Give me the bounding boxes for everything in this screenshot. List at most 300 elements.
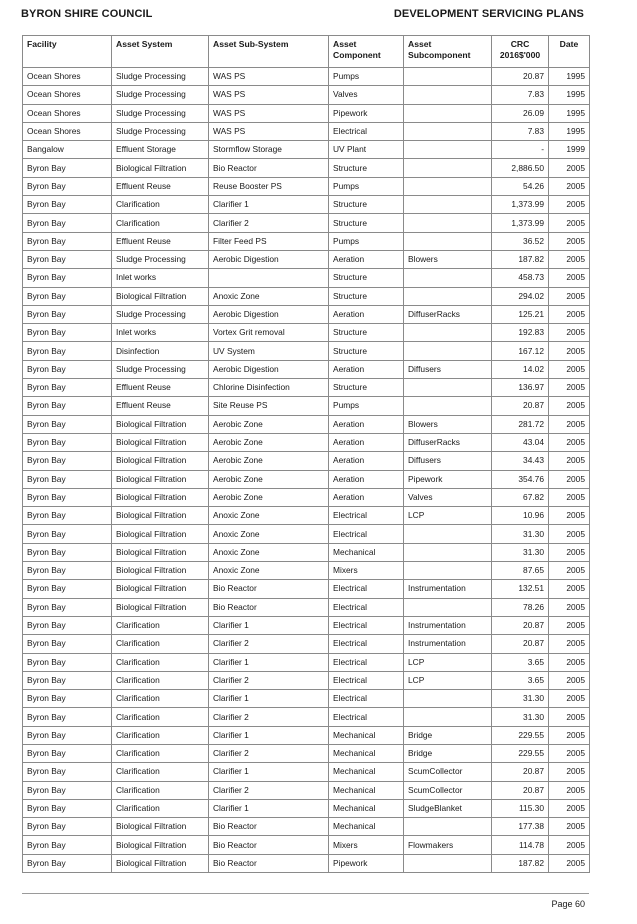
facility-cell: Byron Bay: [23, 635, 112, 653]
asset-system-cell: Inlet works: [112, 269, 209, 287]
asset-component-cell: Electrical: [329, 671, 404, 689]
asset-subcomponent-cell: Instrumentation: [404, 635, 492, 653]
table-row: [23, 507, 590, 525]
asset-component-cell: Pipework: [329, 854, 404, 872]
asset-sub-system-cell: Aerobic Digestion: [209, 250, 329, 268]
date-cell: 2005: [549, 397, 590, 415]
asset-system-cell: Clarification: [112, 799, 209, 817]
date-cell: 1999: [549, 141, 590, 159]
date-cell: 2005: [549, 781, 590, 799]
crc-cell: 78.26: [492, 598, 549, 616]
table-row: [23, 177, 590, 195]
asset-subcomponent-cell: Flowmakers: [404, 836, 492, 854]
asset-subcomponent-cell: Pipework: [404, 470, 492, 488]
asset-sub-system-cell: Clarifier 2: [209, 635, 329, 653]
table-row: [23, 799, 590, 817]
facility-cell: Byron Bay: [23, 598, 112, 616]
table-row: [23, 287, 590, 305]
asset-sub-system-cell: Anoxic Zone: [209, 287, 329, 305]
asset-sub-system-cell: Vortex Grit removal: [209, 324, 329, 342]
crc-cell: 7.83: [492, 86, 549, 104]
asset-system-cell: Clarification: [112, 635, 209, 653]
table-row: [23, 470, 590, 488]
facility-cell: Byron Bay: [23, 726, 112, 744]
asset-system-cell: Biological Filtration: [112, 287, 209, 305]
date-cell: 2005: [549, 360, 590, 378]
asset-sub-system-cell: Bio Reactor: [209, 818, 329, 836]
asset-subcomponent-cell: [404, 854, 492, 872]
asset-component-cell: Structure: [329, 287, 404, 305]
facility-cell: Byron Bay: [23, 708, 112, 726]
crc-cell: 34.43: [492, 452, 549, 470]
date-cell: 2005: [549, 708, 590, 726]
asset-subcomponent-cell: [404, 196, 492, 214]
facility-cell: Byron Bay: [23, 763, 112, 781]
facility-cell: Byron Bay: [23, 177, 112, 195]
facility-cell: Ocean Shores: [23, 104, 112, 122]
date-cell: 2005: [549, 159, 590, 177]
crc-cell: 31.30: [492, 543, 549, 561]
facility-cell: Byron Bay: [23, 452, 112, 470]
asset-system-cell: Clarification: [112, 763, 209, 781]
asset-system-cell: Biological Filtration: [112, 470, 209, 488]
date-cell: 2005: [549, 433, 590, 451]
asset-system-cell: Clarification: [112, 744, 209, 762]
asset-system-cell: Sludge Processing: [112, 68, 209, 86]
table-row: [23, 616, 590, 634]
facility-cell: Byron Bay: [23, 488, 112, 506]
table-row: [23, 488, 590, 506]
crc-cell: 2,886.50: [492, 159, 549, 177]
crc-cell: 281.72: [492, 415, 549, 433]
crc-cell: 20.87: [492, 763, 549, 781]
date-cell: 2005: [549, 562, 590, 580]
asset-system-cell: Effluent Reuse: [112, 232, 209, 250]
asset-component-cell: Structure: [329, 269, 404, 287]
table-header-row: [23, 36, 590, 68]
asset-component-cell: Structure: [329, 214, 404, 232]
facility-cell: Byron Bay: [23, 159, 112, 177]
asset-component-cell: Aeration: [329, 305, 404, 323]
date-cell: 2005: [549, 470, 590, 488]
asset-subcomponent-cell: [404, 68, 492, 86]
asset-component-cell: Pipework: [329, 104, 404, 122]
asset-system-cell: Sludge Processing: [112, 122, 209, 140]
facility-cell: Byron Bay: [23, 671, 112, 689]
crc-cell: 458.73: [492, 269, 549, 287]
asset-system-cell: Clarification: [112, 653, 209, 671]
crc-cell: 10.96: [492, 507, 549, 525]
page-number: Page 60: [551, 899, 585, 909]
facility-cell: Byron Bay: [23, 690, 112, 708]
asset-system-cell: Biological Filtration: [112, 854, 209, 872]
date-cell: 2005: [549, 324, 590, 342]
col-header-date: Date: [549, 36, 590, 68]
asset-subcomponent-cell: LCP: [404, 653, 492, 671]
date-cell: 2005: [549, 287, 590, 305]
crc-cell: 31.30: [492, 525, 549, 543]
asset-sub-system-cell: Bio Reactor: [209, 854, 329, 872]
asset-subcomponent-cell: [404, 324, 492, 342]
asset-system-cell: Sludge Processing: [112, 104, 209, 122]
date-cell: 2005: [549, 799, 590, 817]
crc-cell: 229.55: [492, 744, 549, 762]
crc-cell: 354.76: [492, 470, 549, 488]
facility-cell: Byron Bay: [23, 287, 112, 305]
facility-cell: Byron Bay: [23, 543, 112, 561]
facility-cell: Byron Bay: [23, 342, 112, 360]
table-row: [23, 690, 590, 708]
asset-sub-system-cell: Clarifier 2: [209, 781, 329, 799]
asset-system-cell: Clarification: [112, 690, 209, 708]
date-cell: 1995: [549, 86, 590, 104]
facility-cell: Byron Bay: [23, 616, 112, 634]
table-row: [23, 196, 590, 214]
crc-cell: 177.38: [492, 818, 549, 836]
asset-system-cell: Clarification: [112, 214, 209, 232]
asset-sub-system-cell: WAS PS: [209, 86, 329, 104]
table-row: [23, 708, 590, 726]
crc-cell: 1,373.99: [492, 214, 549, 232]
asset-component-cell: Electrical: [329, 598, 404, 616]
asset-system-cell: Biological Filtration: [112, 507, 209, 525]
table-row: [23, 726, 590, 744]
asset-subcomponent-cell: [404, 397, 492, 415]
table-row: [23, 598, 590, 616]
facility-cell: Byron Bay: [23, 433, 112, 451]
asset-subcomponent-cell: [404, 818, 492, 836]
date-cell: 2005: [549, 305, 590, 323]
crc-cell: 67.82: [492, 488, 549, 506]
asset-sub-system-cell: Aerobic Zone: [209, 415, 329, 433]
crc-cell: 31.30: [492, 690, 549, 708]
facility-cell: Ocean Shores: [23, 68, 112, 86]
facility-cell: Byron Bay: [23, 305, 112, 323]
facility-cell: Byron Bay: [23, 507, 112, 525]
crc-cell: 26.09: [492, 104, 549, 122]
asset-component-cell: Electrical: [329, 122, 404, 140]
table-body: [23, 68, 590, 873]
asset-system-cell: Clarification: [112, 708, 209, 726]
facility-cell: Byron Bay: [23, 580, 112, 598]
table-row: [23, 104, 590, 122]
asset-sub-system-cell: WAS PS: [209, 122, 329, 140]
facility-cell: Byron Bay: [23, 397, 112, 415]
facility-cell: Ocean Shores: [23, 86, 112, 104]
col-header-asset-system: Asset System: [112, 36, 209, 68]
table-row: [23, 452, 590, 470]
asset-sub-system-cell: Bio Reactor: [209, 836, 329, 854]
date-cell: 2005: [549, 177, 590, 195]
asset-subcomponent-cell: [404, 562, 492, 580]
facility-cell: Byron Bay: [23, 653, 112, 671]
asset-system-cell: Effluent Storage: [112, 141, 209, 159]
table-row: [23, 379, 590, 397]
asset-component-cell: Electrical: [329, 653, 404, 671]
asset-sub-system-cell: UV System: [209, 342, 329, 360]
asset-sub-system-cell: Anoxic Zone: [209, 507, 329, 525]
asset-subcomponent-cell: LCP: [404, 507, 492, 525]
asset-subcomponent-cell: Bridge: [404, 726, 492, 744]
table-row: [23, 250, 590, 268]
asset-component-cell: Aeration: [329, 360, 404, 378]
asset-sub-system-cell: Aerobic Digestion: [209, 305, 329, 323]
date-cell: 2005: [549, 690, 590, 708]
date-cell: 2005: [549, 232, 590, 250]
asset-system-cell: Biological Filtration: [112, 598, 209, 616]
table-row: [23, 854, 590, 872]
crc-cell: 114.78: [492, 836, 549, 854]
table-row: [23, 360, 590, 378]
asset-subcomponent-cell: DiffuserRacks: [404, 305, 492, 323]
asset-subcomponent-cell: SludgeBlanket: [404, 799, 492, 817]
facility-cell: Byron Bay: [23, 214, 112, 232]
table-row: [23, 525, 590, 543]
asset-subcomponent-cell: [404, 159, 492, 177]
asset-system-cell: Effluent Reuse: [112, 397, 209, 415]
asset-sub-system-cell: WAS PS: [209, 104, 329, 122]
date-cell: 2005: [549, 543, 590, 561]
facility-cell: Ocean Shores: [23, 122, 112, 140]
asset-component-cell: Mixers: [329, 562, 404, 580]
facility-cell: Byron Bay: [23, 818, 112, 836]
asset-sub-system-cell: Clarifier 2: [209, 214, 329, 232]
asset-sub-system-cell: Reuse Booster PS: [209, 177, 329, 195]
asset-sub-system-cell: Clarifier 1: [209, 726, 329, 744]
asset-subcomponent-cell: [404, 379, 492, 397]
facility-cell: Byron Bay: [23, 232, 112, 250]
asset-component-cell: Mixers: [329, 836, 404, 854]
asset-component-cell: Mechanical: [329, 744, 404, 762]
asset-component-cell: Electrical: [329, 690, 404, 708]
date-cell: 1995: [549, 68, 590, 86]
asset-component-cell: Aeration: [329, 452, 404, 470]
asset-system-cell: Biological Filtration: [112, 580, 209, 598]
asset-subcomponent-cell: [404, 342, 492, 360]
asset-subcomponent-cell: DiffuserRacks: [404, 433, 492, 451]
col-header-facility: Facility: [23, 36, 112, 68]
crc-cell: 7.83: [492, 122, 549, 140]
table-row: [23, 214, 590, 232]
crc-cell: 132.51: [492, 580, 549, 598]
asset-component-cell: Structure: [329, 324, 404, 342]
facility-cell: Byron Bay: [23, 415, 112, 433]
facility-cell: Byron Bay: [23, 744, 112, 762]
facility-cell: Byron Bay: [23, 196, 112, 214]
asset-subcomponent-cell: Diffusers: [404, 360, 492, 378]
table-row: [23, 86, 590, 104]
asset-component-cell: Structure: [329, 379, 404, 397]
asset-component-cell: Mechanical: [329, 726, 404, 744]
asset-system-cell: Biological Filtration: [112, 818, 209, 836]
table-row: [23, 269, 590, 287]
asset-component-cell: UV Plant: [329, 141, 404, 159]
asset-system-cell: Disinfection: [112, 342, 209, 360]
asset-component-cell: Electrical: [329, 616, 404, 634]
crc-cell: 3.65: [492, 671, 549, 689]
asset-system-cell: Inlet works: [112, 324, 209, 342]
asset-subcomponent-cell: [404, 708, 492, 726]
crc-cell: 20.87: [492, 397, 549, 415]
council-name: BYRON SHIRE COUNCIL: [21, 8, 153, 20]
asset-sub-system-cell: Site Reuse PS: [209, 397, 329, 415]
asset-sub-system-cell: Stormflow Storage: [209, 141, 329, 159]
asset-component-cell: Aeration: [329, 415, 404, 433]
crc-cell: 167.12: [492, 342, 549, 360]
asset-subcomponent-cell: Blowers: [404, 250, 492, 268]
asset-subcomponent-cell: [404, 141, 492, 159]
crc-cell: 20.87: [492, 635, 549, 653]
asset-component-cell: Electrical: [329, 507, 404, 525]
table-row: [23, 781, 590, 799]
table-row: [23, 744, 590, 762]
facility-cell: Byron Bay: [23, 525, 112, 543]
table-row: [23, 305, 590, 323]
asset-subcomponent-cell: ScumCollector: [404, 781, 492, 799]
crc-cell: 54.26: [492, 177, 549, 195]
asset-component-cell: Mechanical: [329, 818, 404, 836]
date-cell: 2005: [549, 488, 590, 506]
col-header-crc: CRC 2016$'000: [492, 36, 549, 68]
crc-cell: 294.02: [492, 287, 549, 305]
asset-component-cell: Aeration: [329, 488, 404, 506]
crc-cell: 20.87: [492, 68, 549, 86]
asset-subcomponent-cell: [404, 525, 492, 543]
asset-component-cell: Structure: [329, 342, 404, 360]
asset-component-cell: Structure: [329, 196, 404, 214]
date-cell: 2005: [549, 836, 590, 854]
asset-component-cell: Aeration: [329, 470, 404, 488]
asset-system-cell: Sludge Processing: [112, 250, 209, 268]
date-cell: 2005: [549, 653, 590, 671]
date-cell: 1995: [549, 122, 590, 140]
document-title: DEVELOPMENT SERVICING PLANS: [393, 8, 584, 20]
table-row: [23, 122, 590, 140]
asset-sub-system-cell: Clarifier 2: [209, 671, 329, 689]
asset-component-cell: Mechanical: [329, 799, 404, 817]
table-row: [23, 324, 590, 342]
facility-cell: Bangalow: [23, 141, 112, 159]
table-row: [23, 141, 590, 159]
asset-sub-system-cell: WAS PS: [209, 68, 329, 86]
crc-cell: 3.65: [492, 653, 549, 671]
date-cell: 2005: [549, 214, 590, 232]
facility-cell: Byron Bay: [23, 854, 112, 872]
asset-subcomponent-cell: LCP: [404, 671, 492, 689]
facility-cell: Byron Bay: [23, 836, 112, 854]
asset-system-cell: Biological Filtration: [112, 836, 209, 854]
table-row: [23, 433, 590, 451]
asset-system-cell: Biological Filtration: [112, 433, 209, 451]
date-cell: 2005: [549, 452, 590, 470]
asset-sub-system-cell: Clarifier 1: [209, 690, 329, 708]
table-row: [23, 543, 590, 561]
date-cell: 2005: [549, 196, 590, 214]
asset-system-cell: Biological Filtration: [112, 525, 209, 543]
date-cell: 2005: [549, 250, 590, 268]
date-cell: 1995: [549, 104, 590, 122]
asset-sub-system-cell: Anoxic Zone: [209, 525, 329, 543]
table-row: [23, 653, 590, 671]
asset-sub-system-cell: Aerobic Zone: [209, 433, 329, 451]
asset-system-cell: Clarification: [112, 671, 209, 689]
page-header: [21, 8, 584, 24]
asset-sub-system-cell: Bio Reactor: [209, 598, 329, 616]
asset-system-cell: Sludge Processing: [112, 360, 209, 378]
crc-cell: 187.82: [492, 854, 549, 872]
asset-component-cell: Valves: [329, 86, 404, 104]
date-cell: 2005: [549, 671, 590, 689]
asset-component-cell: Electrical: [329, 525, 404, 543]
asset-system-cell: Biological Filtration: [112, 562, 209, 580]
asset-component-cell: Structure: [329, 159, 404, 177]
asset-sub-system-cell: Clarifier 1: [209, 653, 329, 671]
asset-sub-system-cell: Anoxic Zone: [209, 543, 329, 561]
asset-table: [22, 35, 590, 873]
table-row: [23, 68, 590, 86]
asset-sub-system-cell: Anoxic Zone: [209, 562, 329, 580]
table-row: [23, 562, 590, 580]
asset-subcomponent-cell: [404, 598, 492, 616]
table-row: [23, 159, 590, 177]
asset-component-cell: Pumps: [329, 177, 404, 195]
asset-system-cell: Sludge Processing: [112, 305, 209, 323]
facility-cell: Byron Bay: [23, 324, 112, 342]
asset-component-cell: Mechanical: [329, 763, 404, 781]
asset-component-cell: Pumps: [329, 397, 404, 415]
asset-subcomponent-cell: Valves: [404, 488, 492, 506]
asset-sub-system-cell: Aerobic Digestion: [209, 360, 329, 378]
date-cell: 2005: [549, 726, 590, 744]
date-cell: 2005: [549, 415, 590, 433]
table-row: [23, 415, 590, 433]
crc-cell: 115.30: [492, 799, 549, 817]
date-cell: 2005: [549, 525, 590, 543]
asset-subcomponent-cell: [404, 177, 492, 195]
crc-cell: 136.97: [492, 379, 549, 397]
asset-sub-system-cell: Clarifier 1: [209, 763, 329, 781]
table-row: [23, 671, 590, 689]
asset-component-cell: Electrical: [329, 708, 404, 726]
asset-sub-system-cell: Clarifier 1: [209, 799, 329, 817]
asset-system-cell: Effluent Reuse: [112, 379, 209, 397]
asset-sub-system-cell: Chlorine Disinfection: [209, 379, 329, 397]
crc-cell: -: [492, 141, 549, 159]
asset-component-cell: Mechanical: [329, 543, 404, 561]
table-row: [23, 580, 590, 598]
asset-system-cell: Clarification: [112, 616, 209, 634]
asset-component-cell: Mechanical: [329, 781, 404, 799]
asset-sub-system-cell: Aerobic Zone: [209, 452, 329, 470]
crc-cell: 187.82: [492, 250, 549, 268]
crc-cell: 31.30: [492, 708, 549, 726]
crc-cell: 20.87: [492, 781, 549, 799]
asset-component-cell: Aeration: [329, 433, 404, 451]
asset-system-cell: Biological Filtration: [112, 543, 209, 561]
asset-sub-system-cell: Clarifier 1: [209, 196, 329, 214]
date-cell: 2005: [549, 342, 590, 360]
asset-subcomponent-cell: [404, 287, 492, 305]
asset-component-cell: Pumps: [329, 68, 404, 86]
table-row: [23, 342, 590, 360]
asset-subcomponent-cell: [404, 86, 492, 104]
asset-subcomponent-cell: Instrumentation: [404, 616, 492, 634]
table-row: [23, 818, 590, 836]
facility-cell: Byron Bay: [23, 250, 112, 268]
date-cell: 2005: [549, 635, 590, 653]
asset-system-cell: Biological Filtration: [112, 452, 209, 470]
asset-system-cell: Clarification: [112, 781, 209, 799]
